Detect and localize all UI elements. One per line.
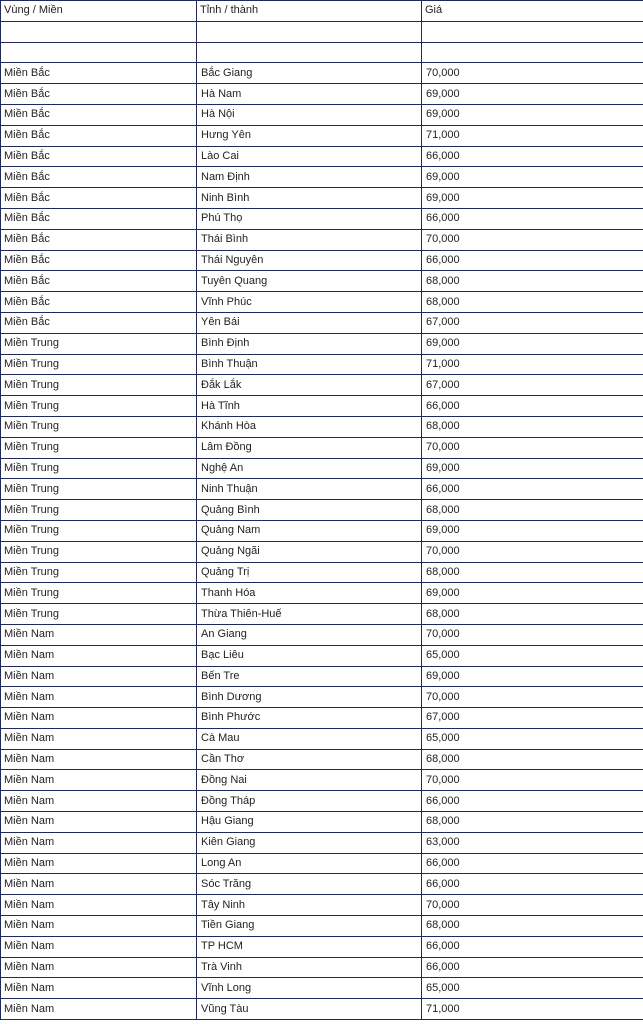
table-row — [1, 916, 643, 937]
province-cell: Bình Thuận — [197, 354, 422, 375]
table-row — [1, 375, 643, 396]
region-cell: Miền Trung — [1, 437, 197, 458]
table-row — [1, 354, 643, 375]
table-row — [1, 936, 643, 957]
price-cell: 68,000 — [422, 292, 643, 313]
empty-cell — [197, 21, 422, 42]
price-cell: 70,000 — [422, 770, 643, 791]
region-cell: Miền Nam — [1, 624, 197, 645]
table-row — [1, 229, 643, 250]
table-row — [1, 978, 643, 999]
province-cell: Nghệ An — [197, 458, 422, 479]
empty-row — [1, 42, 643, 63]
table-row — [1, 458, 643, 479]
table-row — [1, 437, 643, 458]
province-cell: Thái Nguyên — [197, 250, 422, 271]
region-cell: Miền Trung — [1, 541, 197, 562]
price-cell: 66,000 — [422, 791, 643, 812]
province-cell: Thừa Thiên-Huế — [197, 604, 422, 625]
table-row — [1, 63, 643, 84]
price-cell: 68,000 — [422, 562, 643, 583]
province-cell: Hà Tĩnh — [197, 396, 422, 417]
table-row — [1, 604, 643, 625]
province-cell: Tiền Giang — [197, 916, 422, 937]
price-cell: 69,000 — [422, 84, 643, 105]
table-row — [1, 208, 643, 229]
table-row — [1, 749, 643, 770]
table-row — [1, 125, 643, 146]
region-cell: Miền Nam — [1, 770, 197, 791]
region-cell: Miền Trung — [1, 604, 197, 625]
price-cell: 63,000 — [422, 832, 643, 853]
price-cell: 67,000 — [422, 312, 643, 333]
price-cell: 70,000 — [422, 63, 643, 84]
region-cell: Miền Bắc — [1, 104, 197, 125]
table-row — [1, 312, 643, 333]
region-cell: Miền Bắc — [1, 229, 197, 250]
price-cell: 66,000 — [422, 396, 643, 417]
province-cell: Tuyên Quang — [197, 271, 422, 292]
table-row — [1, 770, 643, 791]
province-cell: Thái Bình — [197, 229, 422, 250]
table-row — [1, 645, 643, 666]
province-cell: Vĩnh Long — [197, 978, 422, 999]
province-cell: Vũng Tàu — [197, 999, 422, 1020]
region-cell: Miền Nam — [1, 832, 197, 853]
region-cell: Miền Nam — [1, 895, 197, 916]
region-cell: Miền Bắc — [1, 271, 197, 292]
price-cell: 71,000 — [422, 999, 643, 1020]
table-row — [1, 104, 643, 125]
region-cell: Miền Nam — [1, 708, 197, 729]
region-cell: Miền Nam — [1, 874, 197, 895]
region-cell: Miền Nam — [1, 666, 197, 687]
province-cell: Tây Ninh — [197, 895, 422, 916]
table-row — [1, 416, 643, 437]
province-cell: Kiên Giang — [197, 832, 422, 853]
price-cell: 68,000 — [422, 271, 643, 292]
price-cell: 70,000 — [422, 895, 643, 916]
province-cell: Khánh Hòa — [197, 416, 422, 437]
region-cell: Miền Nam — [1, 687, 197, 708]
region-cell: Miền Bắc — [1, 208, 197, 229]
price-cell: 68,000 — [422, 604, 643, 625]
price-cell: 67,000 — [422, 375, 643, 396]
region-cell: Miền Nam — [1, 999, 197, 1020]
table-row — [1, 853, 643, 874]
empty-cell — [422, 42, 643, 63]
price-cell: 67,000 — [422, 708, 643, 729]
province-cell: Ninh Bình — [197, 188, 422, 209]
price-cell: 68,000 — [422, 812, 643, 833]
province-cell: Đồng Nai — [197, 770, 422, 791]
price-cell: 66,000 — [422, 146, 643, 167]
region-cell: Miền Nam — [1, 853, 197, 874]
table-row — [1, 500, 643, 521]
table-row — [1, 520, 643, 541]
region-cell: Miền Nam — [1, 916, 197, 937]
table-row — [1, 333, 643, 354]
region-cell: Miền Nam — [1, 978, 197, 999]
table-row — [1, 624, 643, 645]
region-cell: Miền Trung — [1, 583, 197, 604]
province-cell: Hà Nội — [197, 104, 422, 125]
province-cell: Sóc Trăng — [197, 874, 422, 895]
price-cell: 69,000 — [422, 583, 643, 604]
price-cell: 68,000 — [422, 416, 643, 437]
province-cell: Hậu Giang — [197, 812, 422, 833]
price-cell: 68,000 — [422, 916, 643, 937]
price-cell: 68,000 — [422, 749, 643, 770]
province-cell: Quảng Ngãi — [197, 541, 422, 562]
region-cell: Miền Bắc — [1, 292, 197, 313]
table-row — [1, 146, 643, 167]
region-cell: Miền Trung — [1, 354, 197, 375]
province-cell: Quảng Trị — [197, 562, 422, 583]
province-cell: Vĩnh Phúc — [197, 292, 422, 313]
price-cell: 69,000 — [422, 167, 643, 188]
empty-cell — [422, 21, 643, 42]
price-cell: 66,000 — [422, 479, 643, 500]
region-cell: Miền Trung — [1, 562, 197, 583]
header-row — [1, 1, 643, 22]
province-cell: Lâm Đồng — [197, 437, 422, 458]
empty-cell — [197, 42, 422, 63]
price-cell: 69,000 — [422, 104, 643, 125]
region-cell: Miền Nam — [1, 645, 197, 666]
price-cell: 70,000 — [422, 624, 643, 645]
province-cell: Lào Cai — [197, 146, 422, 167]
price-cell: 65,000 — [422, 645, 643, 666]
province-cell: TP HCM — [197, 936, 422, 957]
empty-row — [1, 21, 643, 42]
table-row — [1, 396, 643, 417]
region-cell: Miền Bắc — [1, 146, 197, 167]
table-row — [1, 895, 643, 916]
region-cell: Miền Trung — [1, 375, 197, 396]
region-cell: Miền Bắc — [1, 84, 197, 105]
price-cell: 66,000 — [422, 208, 643, 229]
table-row — [1, 188, 643, 209]
region-cell: Miền Trung — [1, 479, 197, 500]
table-row — [1, 999, 643, 1020]
price-cell: 69,000 — [422, 520, 643, 541]
province-cell: Quảng Bình — [197, 500, 422, 521]
table-row — [1, 832, 643, 853]
table-body — [1, 21, 643, 1019]
province-cell: Cà Mau — [197, 728, 422, 749]
price-cell: 66,000 — [422, 250, 643, 271]
table-row — [1, 874, 643, 895]
table-row — [1, 541, 643, 562]
table-row — [1, 292, 643, 313]
price-cell: 70,000 — [422, 541, 643, 562]
region-cell: Miền Nam — [1, 791, 197, 812]
table-row — [1, 812, 643, 833]
table-row — [1, 562, 643, 583]
price-cell: 71,000 — [422, 125, 643, 146]
province-cell: Yên Bái — [197, 312, 422, 333]
table-row — [1, 728, 643, 749]
region-cell: Miền Nam — [1, 936, 197, 957]
table-row — [1, 687, 643, 708]
table-row — [1, 791, 643, 812]
province-cell: Đồng Tháp — [197, 791, 422, 812]
region-cell: Miền Trung — [1, 396, 197, 417]
province-cell: Bến Tre — [197, 666, 422, 687]
province-cell: Bình Định — [197, 333, 422, 354]
region-cell: Miền Nam — [1, 812, 197, 833]
price-cell: 71,000 — [422, 354, 643, 375]
table-row — [1, 666, 643, 687]
region-cell: Miền Bắc — [1, 63, 197, 84]
price-cell: 70,000 — [422, 687, 643, 708]
province-cell: Hưng Yên — [197, 125, 422, 146]
table-row — [1, 271, 643, 292]
column-header-price: Giá — [422, 1, 643, 22]
province-cell: Hà Nam — [197, 84, 422, 105]
region-cell: Miền Bắc — [1, 167, 197, 188]
region-cell: Miền Trung — [1, 333, 197, 354]
price-cell: 69,000 — [422, 333, 643, 354]
empty-cell — [1, 42, 197, 63]
table-row — [1, 479, 643, 500]
region-cell: Miền Bắc — [1, 125, 197, 146]
price-cell: 69,000 — [422, 188, 643, 209]
province-cell: Phú Thọ — [197, 208, 422, 229]
price-cell: 65,000 — [422, 728, 643, 749]
province-cell: Quảng Nam — [197, 520, 422, 541]
province-cell: Trà Vinh — [197, 957, 422, 978]
province-cell: Thanh Hóa — [197, 583, 422, 604]
region-cell: Miền Nam — [1, 749, 197, 770]
province-cell: Ninh Thuận — [197, 479, 422, 500]
empty-cell — [1, 21, 197, 42]
table-row — [1, 167, 643, 188]
price-cell: 66,000 — [422, 936, 643, 957]
region-cell: Miền Bắc — [1, 188, 197, 209]
column-header-region: Vùng / Miền — [1, 1, 197, 22]
region-cell: Miền Nam — [1, 957, 197, 978]
table-row — [1, 957, 643, 978]
province-cell: Đắk Lắk — [197, 375, 422, 396]
price-cell: 66,000 — [422, 874, 643, 895]
province-cell: Nam Định — [197, 167, 422, 188]
province-cell: Bình Phước — [197, 708, 422, 729]
province-cell: Bắc Giang — [197, 63, 422, 84]
region-cell: Miền Trung — [1, 520, 197, 541]
region-cell: Miền Bắc — [1, 312, 197, 333]
price-cell: 68,000 — [422, 500, 643, 521]
province-cell: Cần Thơ — [197, 749, 422, 770]
table-header — [1, 1, 643, 22]
price-cell: 69,000 — [422, 666, 643, 687]
price-cell: 66,000 — [422, 853, 643, 874]
region-cell: Miền Trung — [1, 416, 197, 437]
province-cell: Bình Dương — [197, 687, 422, 708]
province-cell: Long An — [197, 853, 422, 874]
price-cell: 69,000 — [422, 458, 643, 479]
region-cell: Miền Bắc — [1, 250, 197, 271]
table-row — [1, 708, 643, 729]
price-cell: 70,000 — [422, 229, 643, 250]
province-cell: Bạc Liêu — [197, 645, 422, 666]
table-row — [1, 250, 643, 271]
region-cell: Miền Trung — [1, 500, 197, 521]
column-header-province: Tỉnh / thành — [197, 1, 422, 22]
price-cell: 70,000 — [422, 437, 643, 458]
region-cell: Miền Trung — [1, 458, 197, 479]
price-cell: 65,000 — [422, 978, 643, 999]
price-cell: 66,000 — [422, 957, 643, 978]
province-cell: An Giang — [197, 624, 422, 645]
table-row — [1, 583, 643, 604]
table-row — [1, 84, 643, 105]
region-cell: Miền Nam — [1, 728, 197, 749]
